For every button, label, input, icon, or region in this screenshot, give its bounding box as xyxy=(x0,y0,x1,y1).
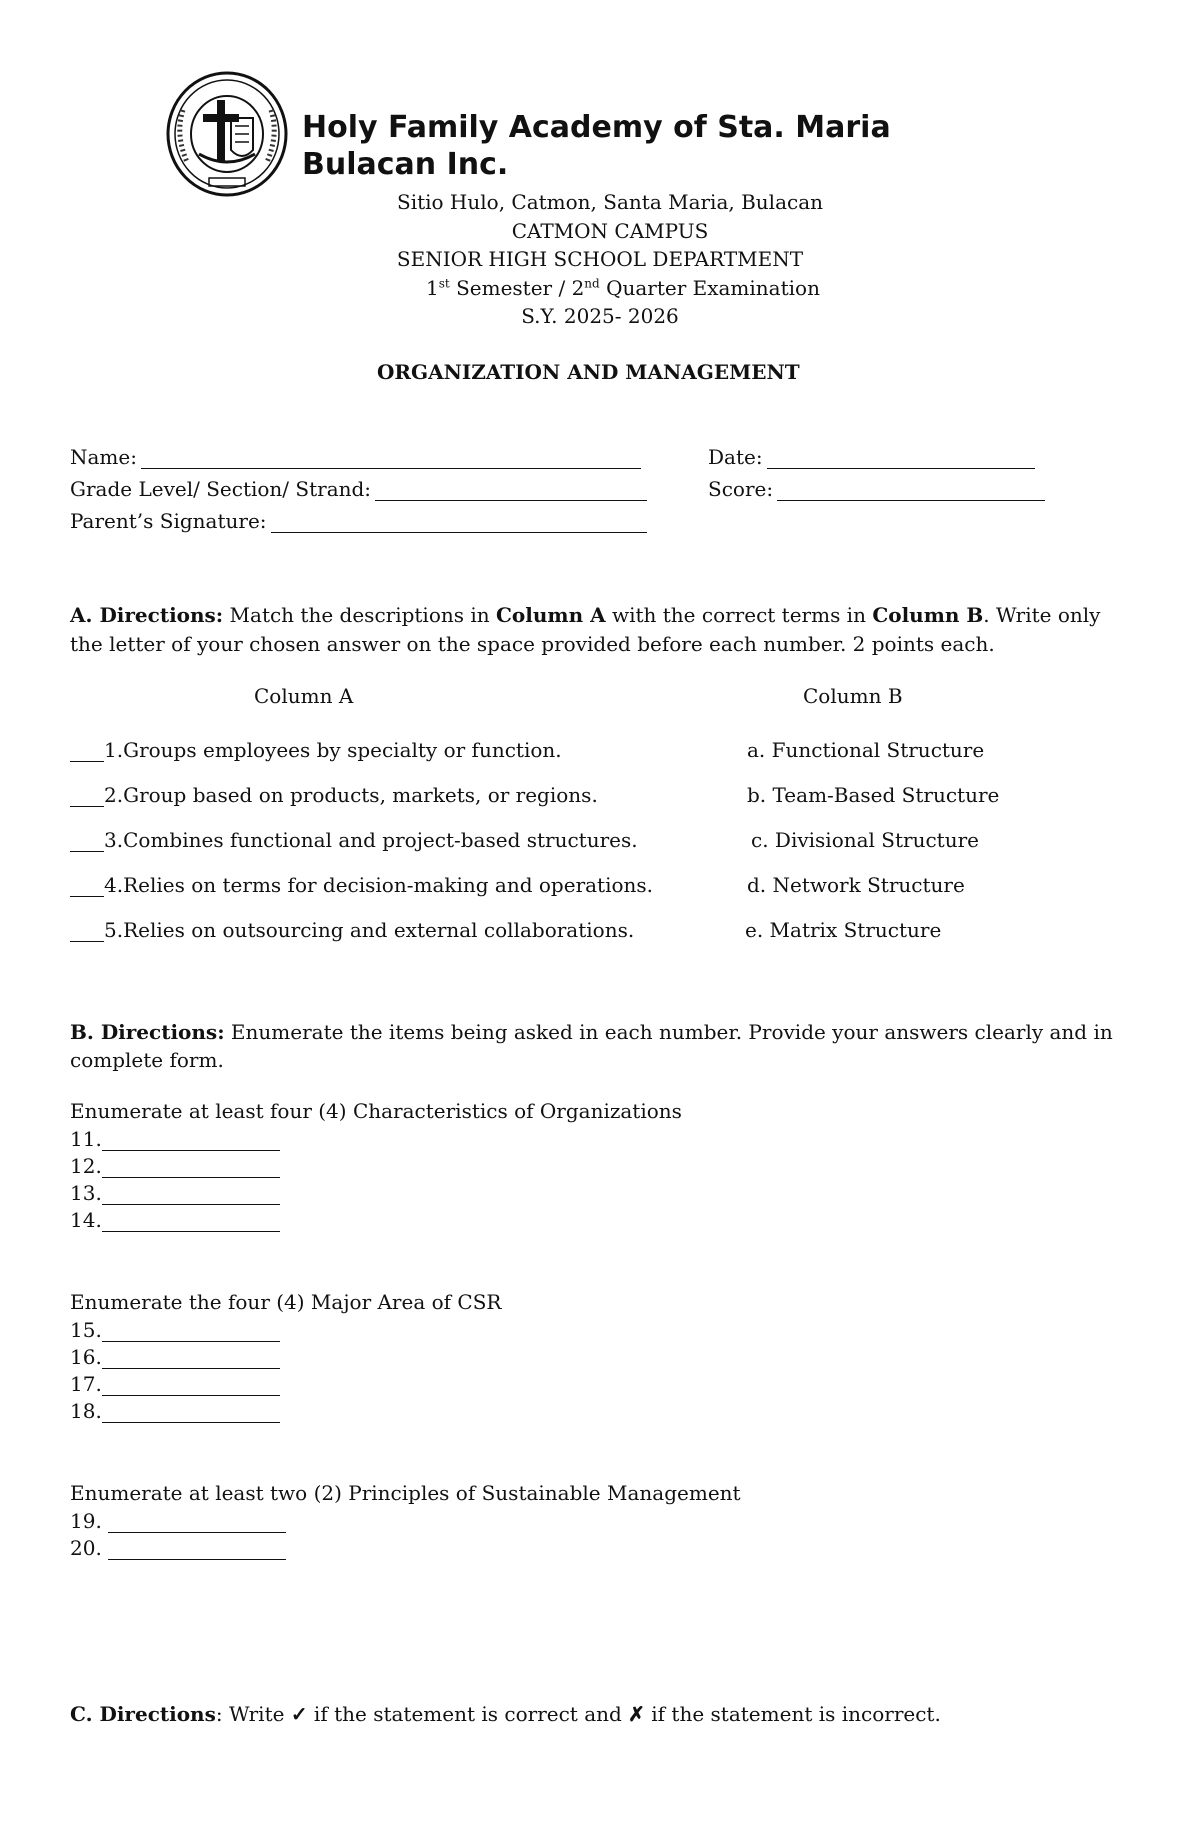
enumeration-item: 11. xyxy=(70,1127,280,1151)
answer-line[interactable] xyxy=(102,1213,280,1232)
answer-line[interactable] xyxy=(102,1323,280,1342)
column-b-header: Column B xyxy=(803,684,903,708)
matching-item: 4.Relies on terms for decision-making and operations. xyxy=(70,873,653,897)
department-name: SENIOR HIGH SCHOOL DEPARTMENT xyxy=(396,247,804,271)
grade-section-strand-field: Grade Level/ Section/ Strand: xyxy=(70,477,647,501)
section-b-directions: B. Directions: Enumerate the items being asked in each number. Provide your answers clearly and in complete form. xyxy=(70,1020,1113,1072)
school-year: S.Y. 2025- 2026 xyxy=(521,304,679,328)
answer-line[interactable] xyxy=(102,1404,280,1423)
enumeration-item: 18. xyxy=(70,1399,280,1423)
school-name-line1: Holy Family Academy of Sta. Maria xyxy=(302,110,891,145)
enumeration-item: 17. xyxy=(70,1372,280,1396)
answer-line[interactable] xyxy=(102,1132,280,1151)
check-icon: ✓ xyxy=(290,1702,308,1726)
matching-choice: e. Matrix Structure xyxy=(745,918,942,942)
matching-item: 5.Relies on outsourcing and external collaborations. xyxy=(70,918,634,942)
matching-item: 2.Group based on products, markets, or regions. xyxy=(70,783,598,807)
answer-line[interactable] xyxy=(108,1541,286,1560)
matching-item: 3.Combines functional and project-based structures. xyxy=(70,828,638,852)
matching-choice: c. Divisional Structure xyxy=(751,828,979,852)
matching-choice: a. Functional Structure xyxy=(747,738,985,762)
answer-blank[interactable] xyxy=(70,833,104,852)
answer-blank[interactable] xyxy=(70,743,104,762)
school-address: Sitio Hulo, Catmon, Santa Maria, Bulacan xyxy=(397,190,823,214)
campus-name: CATMON CAMPUS xyxy=(511,219,709,243)
date-blank[interactable] xyxy=(767,450,1035,469)
enumeration-prompt: Enumerate the four (4) Major Area of CSR xyxy=(70,1290,502,1314)
answer-line[interactable] xyxy=(102,1186,280,1205)
enumeration-item: 13. xyxy=(70,1181,280,1205)
score-field: Score: xyxy=(708,477,1045,501)
name-blank[interactable] xyxy=(141,450,641,469)
section-a-directions: A. Directions: Match the descriptions in Column A with the correct terms in Column B. Write only the letter of your chosen answer on the space provided before each number. 2 points each. xyxy=(70,603,1101,656)
matching-item: 1.Groups employees by specialty or function. xyxy=(70,738,562,762)
parent-signature-field: Parent’s Signature: xyxy=(70,509,647,533)
signature-blank[interactable] xyxy=(271,514,647,533)
enumeration-item: 16. xyxy=(70,1345,280,1369)
subject-title: ORGANIZATION AND MANAGEMENT xyxy=(377,360,800,384)
answer-line[interactable] xyxy=(102,1377,280,1396)
answer-line[interactable] xyxy=(108,1514,286,1533)
school-seal-icon xyxy=(165,70,289,198)
date-field: Date: xyxy=(708,445,1035,469)
enumeration-prompt: Enumerate at least four (4) Characteristics of Organizations xyxy=(70,1099,682,1123)
enumeration-item: 14. xyxy=(70,1208,280,1232)
cross-icon: ✗ xyxy=(628,1702,645,1726)
name-field: Name: xyxy=(70,445,641,469)
answer-blank[interactable] xyxy=(70,788,104,807)
matching-choice: d. Network Structure xyxy=(747,873,965,897)
section-c-directions: C. Directions: Write ✓ if the statement is correct and ✗ if the statement is incorrect. xyxy=(70,1702,941,1726)
enumeration-item: 12. xyxy=(70,1154,280,1178)
matching-choice: b. Team-Based Structure xyxy=(747,783,1000,807)
school-name-line2: Bulacan Inc. xyxy=(302,147,509,182)
enumeration-prompt: Enumerate at least two (2) Principles of Sustainable Management xyxy=(70,1481,741,1505)
column-a-header: Column A xyxy=(254,684,354,708)
grade-blank[interactable] xyxy=(375,482,647,501)
score-blank[interactable] xyxy=(777,482,1045,501)
answer-blank[interactable] xyxy=(70,878,104,897)
answer-blank[interactable] xyxy=(70,923,104,942)
answer-line[interactable] xyxy=(102,1159,280,1178)
answer-line[interactable] xyxy=(102,1350,280,1369)
enumeration-item: 15. xyxy=(70,1318,280,1342)
enumeration-item: 20. xyxy=(70,1536,286,1560)
exam-period: 1st Semester / 2nd Quarter Examination xyxy=(426,276,820,300)
enumeration-item: 19. xyxy=(70,1509,286,1533)
